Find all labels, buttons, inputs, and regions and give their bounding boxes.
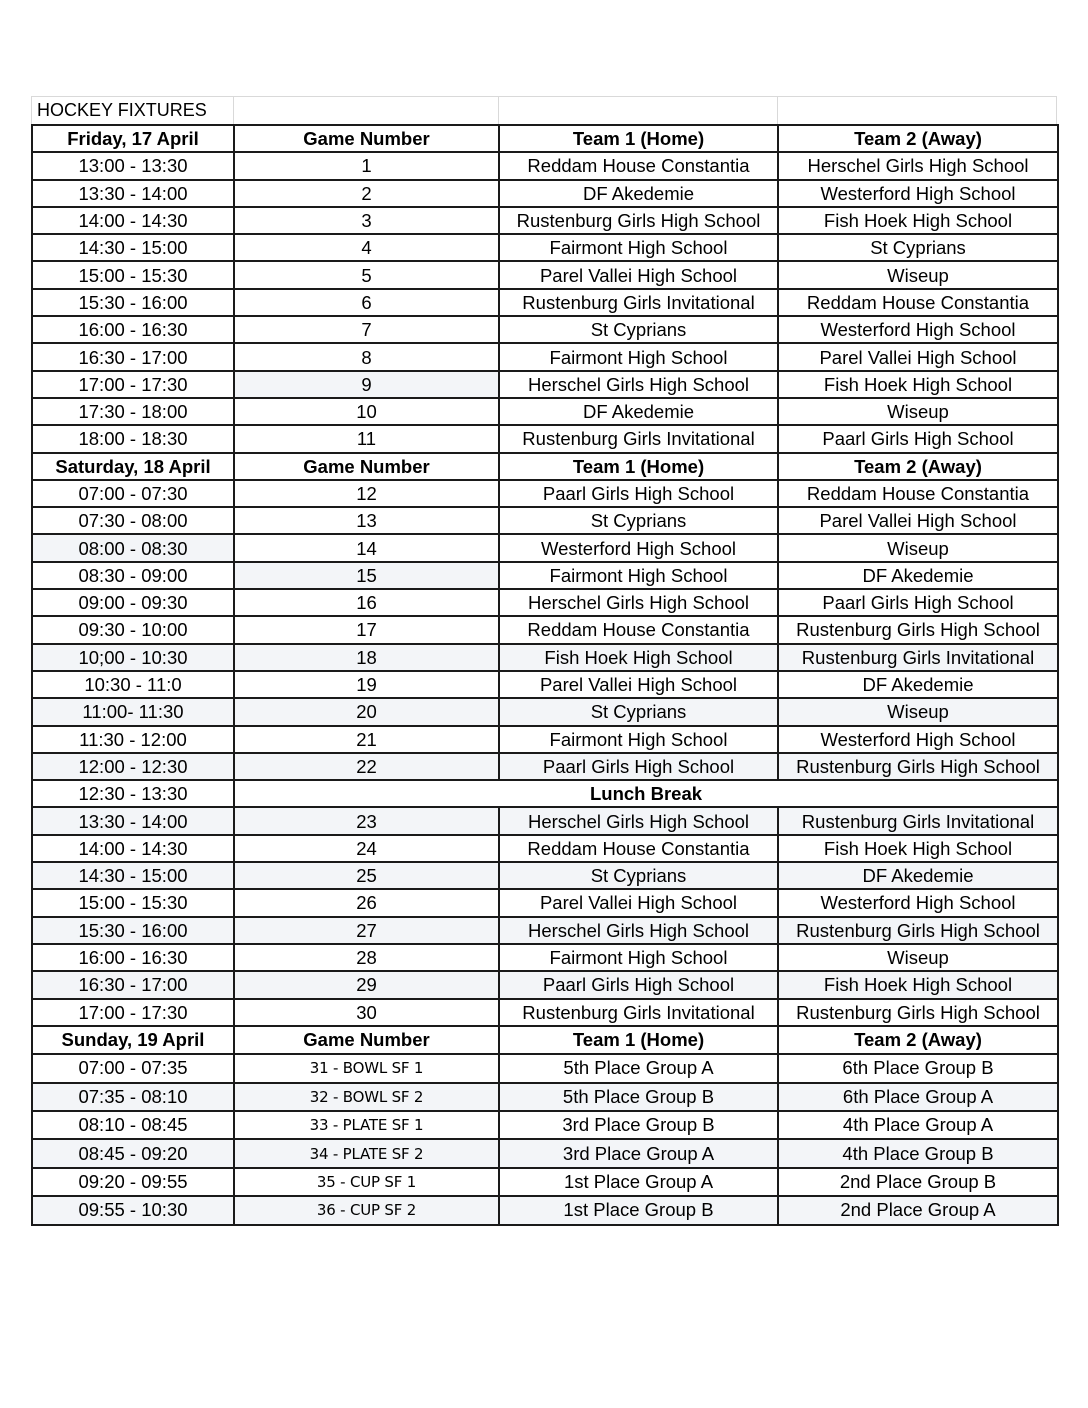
home-team: Rustenburg Girls Invitational	[499, 289, 778, 316]
away-team: Reddam House Constantia	[778, 289, 1058, 316]
away-team: Rustenburg Girls High School	[778, 753, 1058, 780]
home-team: DF Akedemie	[499, 180, 778, 207]
home-team: 1st Place Group A	[499, 1168, 778, 1196]
fixture-row	[32, 971, 1058, 998]
fixture-row	[32, 671, 1058, 698]
game-number: 22	[234, 753, 499, 780]
game-number: 1	[234, 152, 499, 179]
away-team: Westerford High School	[778, 726, 1058, 753]
day-header-row	[32, 453, 1058, 480]
home-team: 5th Place Group B	[499, 1083, 778, 1111]
time-slot: 09:00 - 09:30	[32, 589, 234, 616]
away-team: Reddam House Constantia	[778, 480, 1058, 507]
home-team: Fairmont High School	[499, 726, 778, 753]
home-team: St Cyprians	[499, 316, 778, 343]
game-number: 35 - CUP SF 1	[234, 1168, 499, 1196]
home-team: Reddam House Constantia	[499, 616, 778, 643]
away-team: 2nd Place Group B	[778, 1168, 1058, 1196]
home-team: Rustenburg Girls Invitational	[499, 999, 778, 1026]
fixture-row	[32, 289, 1058, 316]
game-number: 36 - CUP SF 2	[234, 1196, 499, 1224]
time-slot: 17:00 - 17:30	[32, 999, 234, 1026]
fixture-row	[32, 835, 1058, 862]
column-header-home: Team 1 (Home)	[499, 1026, 778, 1054]
empty-cell	[499, 97, 778, 124]
time-slot: 16:30 - 17:00	[32, 343, 234, 370]
away-team: Paarl Girls High School	[778, 589, 1058, 616]
time-slot: 09:30 - 10:00	[32, 616, 234, 643]
time-slot: 16:30 - 17:00	[32, 971, 234, 998]
time-slot: 10;00 - 10:30	[32, 644, 234, 671]
time-slot: 08:00 - 08:30	[32, 534, 234, 561]
fixture-row	[32, 562, 1058, 589]
time-slot: 11:30 - 12:00	[32, 726, 234, 753]
day-label: Saturday, 18 April	[32, 453, 234, 480]
away-team: Rustenburg Girls High School	[778, 616, 1058, 643]
column-header-game: Game Number	[234, 453, 499, 480]
column-header-home: Team 1 (Home)	[499, 125, 778, 152]
game-number: 17	[234, 616, 499, 643]
time-slot: 08:30 - 09:00	[32, 562, 234, 589]
sheet-title: HOCKEY FIXTURES	[32, 97, 234, 124]
game-number: 29	[234, 971, 499, 998]
home-team: St Cyprians	[499, 862, 778, 889]
game-number: 15	[234, 562, 499, 589]
away-team: Westerford High School	[778, 316, 1058, 343]
away-team: Fish Hoek High School	[778, 371, 1058, 398]
time-slot: 13:30 - 14:00	[32, 807, 234, 834]
home-team: Herschel Girls High School	[499, 917, 778, 944]
fixture-row	[32, 807, 1058, 834]
time-slot: 17:00 - 17:30	[32, 371, 234, 398]
game-number: 19	[234, 671, 499, 698]
fixture-row	[32, 889, 1058, 916]
home-team: DF Akedemie	[499, 398, 778, 425]
away-team: Parel Vallei High School	[778, 343, 1058, 370]
fixture-row	[32, 343, 1058, 370]
home-team: Fish Hoek High School	[499, 644, 778, 671]
away-team: 2nd Place Group A	[778, 1196, 1058, 1224]
fixture-row	[32, 753, 1058, 780]
game-number: 27	[234, 917, 499, 944]
fixture-row	[32, 726, 1058, 753]
game-number: 23	[234, 807, 499, 834]
game-number: 30	[234, 999, 499, 1026]
fixture-row	[32, 1054, 1058, 1082]
column-header-away: Team 2 (Away)	[778, 125, 1058, 152]
home-team: Parel Vallei High School	[499, 889, 778, 916]
game-number: 3	[234, 207, 499, 234]
fixture-row	[32, 507, 1058, 534]
away-team: St Cyprians	[778, 234, 1058, 261]
away-team: DF Akedemie	[778, 562, 1058, 589]
time-slot: 15:00 - 15:30	[32, 261, 234, 288]
home-team: Herschel Girls High School	[499, 371, 778, 398]
time-slot: 09:20 - 09:55	[32, 1168, 234, 1196]
time-slot: 08:10 - 08:45	[32, 1111, 234, 1139]
home-team: Parel Vallei High School	[499, 671, 778, 698]
game-number: 9	[234, 371, 499, 398]
fixture-row	[32, 152, 1058, 179]
away-team: Rustenburg Girls High School	[778, 917, 1058, 944]
column-header-game: Game Number	[234, 1026, 499, 1054]
time-slot: 16:00 - 16:30	[32, 316, 234, 343]
time-slot: 14:30 - 15:00	[32, 234, 234, 261]
time-slot: 10:30 - 11:0	[32, 671, 234, 698]
home-team: St Cyprians	[499, 698, 778, 725]
away-team: Wiseup	[778, 944, 1058, 971]
home-team: Paarl Girls High School	[499, 480, 778, 507]
away-team: Wiseup	[778, 398, 1058, 425]
away-team: 4th Place Group A	[778, 1111, 1058, 1139]
away-team: Rustenburg Girls Invitational	[778, 644, 1058, 671]
home-team: Rustenburg Girls High School	[499, 207, 778, 234]
away-team: 6th Place Group A	[778, 1083, 1058, 1111]
time-slot: 15:30 - 16:00	[32, 917, 234, 944]
fixture-row	[32, 316, 1058, 343]
time-slot: 16:00 - 16:30	[32, 944, 234, 971]
home-team: Fairmont High School	[499, 944, 778, 971]
fixture-row	[32, 1139, 1058, 1167]
time-slot: 07:00 - 07:30	[32, 480, 234, 507]
game-number: 16	[234, 589, 499, 616]
home-team: 3rd Place Group A	[499, 1139, 778, 1167]
column-header-away: Team 2 (Away)	[778, 1026, 1058, 1054]
time-slot: 12:00 - 12:30	[32, 753, 234, 780]
game-number: 31 - BOWL SF 1	[234, 1054, 499, 1082]
game-number: 13	[234, 507, 499, 534]
away-team: Wiseup	[778, 534, 1058, 561]
fixtures-sheet	[31, 96, 1057, 1226]
home-team: Fairmont High School	[499, 343, 778, 370]
time-slot: 11:00- 11:30	[32, 698, 234, 725]
time-slot: 15:00 - 15:30	[32, 889, 234, 916]
game-number: 6	[234, 289, 499, 316]
fixture-row	[32, 589, 1058, 616]
away-team: 6th Place Group B	[778, 1054, 1058, 1082]
away-team: Paarl Girls High School	[778, 425, 1058, 452]
away-team: Wiseup	[778, 698, 1058, 725]
time-slot: 08:45 - 09:20	[32, 1139, 234, 1167]
game-number: 5	[234, 261, 499, 288]
fixture-row	[32, 480, 1058, 507]
time-slot: 07:30 - 08:00	[32, 507, 234, 534]
away-team: DF Akedemie	[778, 862, 1058, 889]
time-slot: 13:30 - 14:00	[32, 180, 234, 207]
day-header-row	[32, 125, 1058, 152]
fixture-row	[32, 534, 1058, 561]
home-team: Rustenburg Girls Invitational	[499, 425, 778, 452]
home-team: Herschel Girls High School	[499, 807, 778, 834]
time-slot: 14:30 - 15:00	[32, 862, 234, 889]
away-team: Westerford High School	[778, 889, 1058, 916]
away-team: Fish Hoek High School	[778, 971, 1058, 998]
fixture-row	[32, 180, 1058, 207]
home-team: Paarl Girls High School	[499, 753, 778, 780]
away-team: Fish Hoek High School	[778, 835, 1058, 862]
game-number: 4	[234, 234, 499, 261]
home-team: Reddam House Constantia	[499, 152, 778, 179]
away-team: Rustenburg Girls High School	[778, 999, 1058, 1026]
fixture-row	[32, 862, 1058, 889]
fixture-row	[32, 616, 1058, 643]
fixture-row	[32, 398, 1058, 425]
fixture-row	[32, 944, 1058, 971]
title-row	[31, 96, 1057, 124]
game-number: 12	[234, 480, 499, 507]
empty-cell	[234, 97, 499, 124]
fixture-row	[32, 644, 1058, 671]
game-number: 25	[234, 862, 499, 889]
game-number: 18	[234, 644, 499, 671]
time-slot: 07:00 - 07:35	[32, 1054, 234, 1082]
game-number: 2	[234, 180, 499, 207]
away-team: Parel Vallei High School	[778, 507, 1058, 534]
game-number: 34 - PLATE SF 2	[234, 1139, 499, 1167]
empty-cell	[778, 97, 1058, 124]
game-number: 33 - PLATE SF 1	[234, 1111, 499, 1139]
day-header-row	[32, 1026, 1058, 1054]
away-team: Rustenburg Girls Invitational	[778, 807, 1058, 834]
time-slot: 17:30 - 18:00	[32, 398, 234, 425]
time-slot: 15:30 - 16:00	[32, 289, 234, 316]
away-team: Herschel Girls High School	[778, 152, 1058, 179]
column-header-away: Team 2 (Away)	[778, 453, 1058, 480]
home-team: 1st Place Group B	[499, 1196, 778, 1224]
home-team: Westerford High School	[499, 534, 778, 561]
time-slot: 14:00 - 14:30	[32, 207, 234, 234]
game-number: 32 - BOWL SF 2	[234, 1083, 499, 1111]
game-number: 8	[234, 343, 499, 370]
fixture-row	[32, 261, 1058, 288]
fixtures-table	[31, 124, 1059, 1226]
home-team: Paarl Girls High School	[499, 971, 778, 998]
fixture-row	[32, 425, 1058, 452]
time-slot: 12:30 - 13:30	[32, 780, 234, 807]
away-team: Wiseup	[778, 261, 1058, 288]
fixture-row	[32, 1168, 1058, 1196]
fixture-row	[32, 999, 1058, 1026]
fixture-row	[32, 207, 1058, 234]
time-slot: 07:35 - 08:10	[32, 1083, 234, 1111]
fixture-row	[32, 917, 1058, 944]
fixture-row	[32, 234, 1058, 261]
game-number: 26	[234, 889, 499, 916]
home-team: Fairmont High School	[499, 562, 778, 589]
game-number: 11	[234, 425, 499, 452]
game-number: 21	[234, 726, 499, 753]
fixture-row	[32, 1196, 1058, 1224]
fixture-row	[32, 1083, 1058, 1111]
time-slot: 14:00 - 14:30	[32, 835, 234, 862]
home-team: 3rd Place Group B	[499, 1111, 778, 1139]
day-label: Sunday, 19 April	[32, 1026, 234, 1054]
column-header-home: Team 1 (Home)	[499, 453, 778, 480]
time-slot: 09:55 - 10:30	[32, 1196, 234, 1224]
lunch-break-label: Lunch Break	[234, 780, 1058, 807]
game-number: 20	[234, 698, 499, 725]
away-team: 4th Place Group B	[778, 1139, 1058, 1167]
home-team: Parel Vallei High School	[499, 261, 778, 288]
time-slot: 18:00 - 18:30	[32, 425, 234, 452]
game-number: 10	[234, 398, 499, 425]
game-number: 28	[234, 944, 499, 971]
fixture-row	[32, 1111, 1058, 1139]
fixture-row	[32, 371, 1058, 398]
home-team: Reddam House Constantia	[499, 835, 778, 862]
column-header-game: Game Number	[234, 125, 499, 152]
away-team: Westerford High School	[778, 180, 1058, 207]
fixture-row	[32, 698, 1058, 725]
game-number: 14	[234, 534, 499, 561]
day-label: Friday, 17 April	[32, 125, 234, 152]
home-team: St Cyprians	[499, 507, 778, 534]
away-team: DF Akedemie	[778, 671, 1058, 698]
time-slot: 13:00 - 13:30	[32, 152, 234, 179]
lunch-break-row	[32, 780, 1058, 807]
home-team: Fairmont High School	[499, 234, 778, 261]
home-team: Herschel Girls High School	[499, 589, 778, 616]
game-number: 24	[234, 835, 499, 862]
away-team: Fish Hoek High School	[778, 207, 1058, 234]
game-number: 7	[234, 316, 499, 343]
home-team: 5th Place Group A	[499, 1054, 778, 1082]
